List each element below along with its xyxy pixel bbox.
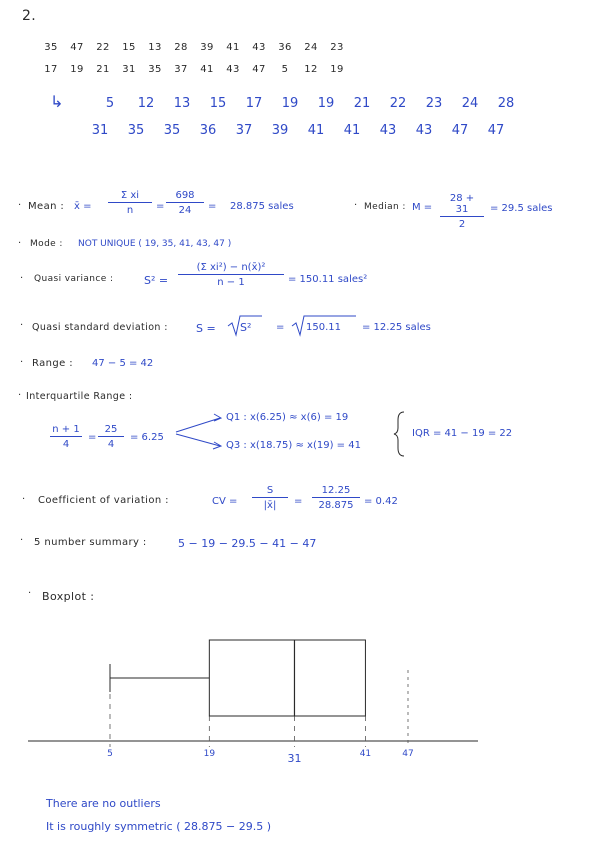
mean-result: 28.875 sales <box>230 201 294 212</box>
iqr-fraction-1-denominator: 4 <box>62 439 70 450</box>
quasi-sd-radicand-2: 150.11 <box>306 322 341 333</box>
bullet-dot: · <box>18 390 22 401</box>
mean-equals-2: = <box>208 201 217 212</box>
quasi-sd-lhs: S = <box>196 322 216 335</box>
sorted-value: 39 <box>271 123 289 138</box>
boxplot-tick-label: 41 <box>359 749 372 759</box>
sorted-value: 36 <box>199 123 217 138</box>
mean-fraction-1-denominator: n <box>126 205 134 216</box>
sorted-value: 21 <box>353 96 371 111</box>
raw-value: 19 <box>330 64 344 75</box>
raw-value: 17 <box>44 64 58 75</box>
quasi-variance-lhs: S² = <box>144 274 169 287</box>
sorted-value: 28 <box>497 96 515 111</box>
quasi-sd-radicand-1: S² <box>240 321 252 334</box>
bullet-dot: · <box>20 320 24 331</box>
sorted-value: 12 <box>137 96 155 111</box>
cv-fraction-1-numerator: S <box>252 485 288 498</box>
sorted-value: 23 <box>425 96 443 111</box>
sorted-value: 35 <box>163 123 181 138</box>
bullet-dot: · <box>18 238 22 249</box>
mean-label: Mean : <box>28 201 65 212</box>
iqr-label: Interquartile Range : <box>26 391 133 402</box>
iqr-fraction-2-numerator: 25 <box>98 424 124 437</box>
quasi-sd-label: Quasi standard deviation : <box>32 322 168 333</box>
raw-value: 43 <box>252 42 266 53</box>
mean-fraction-2-numerator: 698 <box>166 190 204 203</box>
quasi-variance-result: = 150.11 sales² <box>288 274 368 285</box>
raw-value: 35 <box>148 64 162 75</box>
boxplot-tick-label: 19 <box>203 749 216 759</box>
raw-value: 21 <box>96 64 110 75</box>
boxplot-box <box>209 640 365 716</box>
boxplot-tick-label: 47 <box>402 749 414 759</box>
median-fraction-numerator: 28 + 31 <box>440 193 484 217</box>
median-result: = 29.5 sales <box>490 203 553 214</box>
quasi-sd-equals: = <box>276 322 285 333</box>
range-label: Range : <box>32 358 74 369</box>
raw-value: 28 <box>174 42 188 53</box>
iqr-position: = 6.25 <box>130 432 164 443</box>
cv-fraction-2-denominator: 28.875 <box>318 500 354 511</box>
sorted-value: 22 <box>389 96 407 111</box>
raw-value: 19 <box>70 64 84 75</box>
boxplot-tick-label: 31 <box>287 752 302 765</box>
median-label: Median : <box>364 202 406 212</box>
iqr-q1: Q1 : x(6.25) ≈ x(6) = 19 <box>226 412 349 423</box>
sorted-value: 15 <box>209 96 227 111</box>
cv-label: Coefficient of variation : <box>38 495 169 506</box>
boxplot-tick-label: 5 <box>107 749 113 759</box>
range-value: 47 − 5 = 42 <box>92 358 154 369</box>
raw-value: 24 <box>304 42 318 53</box>
median-lhs: M = <box>412 202 433 213</box>
bullet-dot: · <box>18 200 22 211</box>
five-number-value: 5 − 19 − 29.5 − 41 − 47 <box>178 537 317 550</box>
cv-fraction-2-numerator: 12.25 <box>312 485 360 498</box>
raw-value: 39 <box>200 42 214 53</box>
five-number-label: 5 number summary : <box>34 537 147 548</box>
sorted-value: 13 <box>173 96 191 111</box>
raw-value: 12 <box>304 64 318 75</box>
iqr-equals-1: = <box>88 432 97 443</box>
mean-lhs: x̄ = <box>74 201 92 212</box>
quasi-variance-label: Quasi variance : <box>34 274 114 284</box>
raw-value: 43 <box>226 64 240 75</box>
raw-value: 13 <box>148 42 162 53</box>
raw-value: 5 <box>281 64 289 75</box>
raw-value: 31 <box>122 64 136 75</box>
mode-value: NOT UNIQUE ( 19, 35, 41, 43, 47 ) <box>78 239 232 249</box>
iqr-fraction-1-numerator: n + 1 <box>50 424 82 437</box>
sorted-value: 19 <box>317 96 335 111</box>
iqr-result: IQR = 41 − 19 = 22 <box>412 428 513 439</box>
sorted-value: 47 <box>451 123 469 138</box>
raw-value: 37 <box>174 64 188 75</box>
sorted-value: 43 <box>415 123 433 138</box>
sorted-value: 35 <box>127 123 145 138</box>
raw-value: 15 <box>122 42 136 53</box>
quasi-variance-denominator: n − 1 <box>217 277 245 288</box>
cv-lhs: CV = <box>212 496 238 507</box>
bullet-dot: · <box>28 588 32 599</box>
conclusion-symmetry: It is roughly symmetric ( 28.875 − 29.5 ) <box>46 820 271 833</box>
sorted-value: 17 <box>245 96 263 111</box>
iqr-q3: Q3 : x(18.75) ≈ x(19) = 41 <box>226 440 361 451</box>
iqr-fraction-2-denominator: 4 <box>107 439 115 450</box>
bullet-dot: · <box>20 535 24 546</box>
sorted-value: 37 <box>235 123 253 138</box>
sorted-value: 19 <box>281 96 299 111</box>
raw-value: 41 <box>200 64 214 75</box>
cv-result: = 0.42 <box>364 496 398 507</box>
bullet-dot: · <box>20 357 24 368</box>
raw-value: 35 <box>44 42 58 53</box>
sorted-arrow-icon: ↳ <box>50 92 64 111</box>
raw-value: 41 <box>226 42 240 53</box>
sorted-value: 41 <box>307 123 325 138</box>
conclusion-outliers: There are no outliers <box>46 797 161 810</box>
cv-equals: = <box>294 496 303 507</box>
bullet-dot: · <box>22 494 26 505</box>
raw-value: 22 <box>96 42 110 53</box>
sorted-value: 31 <box>91 123 109 138</box>
quasi-sd-result: = 12.25 sales <box>362 322 431 333</box>
raw-value: 47 <box>70 42 84 53</box>
raw-value: 23 <box>330 42 344 53</box>
raw-value: 36 <box>278 42 292 53</box>
median-fraction-denominator: 2 <box>458 219 466 230</box>
quasi-variance-numerator: (Σ xi²) − n(x̄)² <box>178 262 284 275</box>
problem-number: 2. <box>22 8 37 24</box>
sorted-value: 43 <box>379 123 397 138</box>
sorted-value: 5 <box>105 96 115 111</box>
mean-fraction-2-denominator: 24 <box>178 205 192 216</box>
boxplot-label: Boxplot : <box>42 590 95 603</box>
mean-equals-1: = <box>156 201 165 212</box>
sorted-value: 24 <box>461 96 479 111</box>
sorted-value: 47 <box>487 123 505 138</box>
bullet-dot: · <box>20 273 24 284</box>
sorted-value: 41 <box>343 123 361 138</box>
cv-fraction-1-denominator: |x̄| <box>263 500 277 511</box>
mode-label: Mode : <box>30 239 63 249</box>
mean-fraction-1-numerator: Σ xi <box>108 190 152 203</box>
bullet-dot: · <box>354 200 358 211</box>
raw-value: 47 <box>252 64 266 75</box>
